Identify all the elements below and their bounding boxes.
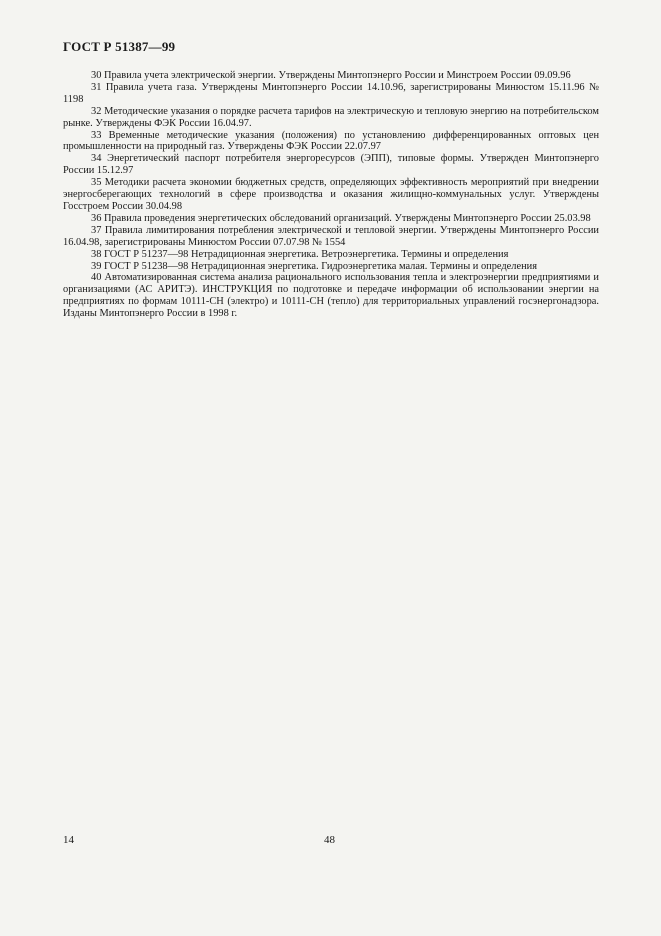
sheet-number: 48 [324,834,335,846]
reference-entry-37: 37 Правила лимитирования потребления электрической и тепловой энергии. Утверждены Минтопэнерго России 16.04.98, зарегистрированы Минюстом России 07.07.98 № 1554 [63,224,599,248]
reference-entry-39: 39 ГОСТ Р 51238—98 Нетрадиционная энергетика. Гидроэнергетика малая. Термины и определения [91,260,537,272]
reference-entry-40: 40 Автоматизированная система анализа рационального использования тепла и электроэнергии предприятиями и организациями (АС АРИТЭ). ИНСТРУКЦИЯ по подготовке и передаче информации об использовании энергии на предприятиях по формам 10111-СН (электро) и 10111-СН (тепло) для территориальных управлений госэнергонадзора. Изданы Минтопэнерго России в 1998 г. [63,272,599,320]
reference-entry-32: 32 Методические указания о порядке расчета тарифов на электрическую и тепловую энергию на потребительском рынке. Утверждены ФЭК России 16.04.97. [63,105,599,129]
reference-entry-33: 33 Временные методические указания (положения) по установлению дифференцированных оптовых цен промышленности на природный газ. Утверждены ФЭК России 22.07.97 [63,129,599,153]
references-list [63,70,599,320]
reference-entry-38: 38 ГОСТ Р 51237—98 Нетрадиционная энергетика. Ветроэнергетика. Термины и определения [91,248,509,260]
page-number: 14 [63,834,74,846]
reference-entry-36: 36 Правила проведения энергетических обследований организаций. Утверждены Минтопэнерго России 25.03.98 [91,212,591,224]
reference-entry-34: 34 Энергетический паспорт потребителя энергоресурсов (ЭПП), типовые формы. Утвержден Минтопэнерго России 15.12.97 [63,153,599,177]
reference-entry-31: 31 Правила учета газа. Утверждены Минтопэнерго России 14.10.96, зарегистрированы Минюстом 15.11.96 № 1198 [63,81,599,105]
standard-header: ГОСТ Р 51387—99 [63,39,176,54]
reference-entry-30: 30 Правила учета электрической энергии. Утверждены Минтопэнерго России и Минстроем России 09.09.96 [91,70,571,81]
reference-entry-35: 35 Методики расчета экономии бюджетных средств, определяющих эффективность мероприятий при внедрении энергосберегающих технологий в сфере производства и оказания жилищно-коммунальных услуг. Утверждены Госстроем России 30.04.98 [63,177,599,212]
